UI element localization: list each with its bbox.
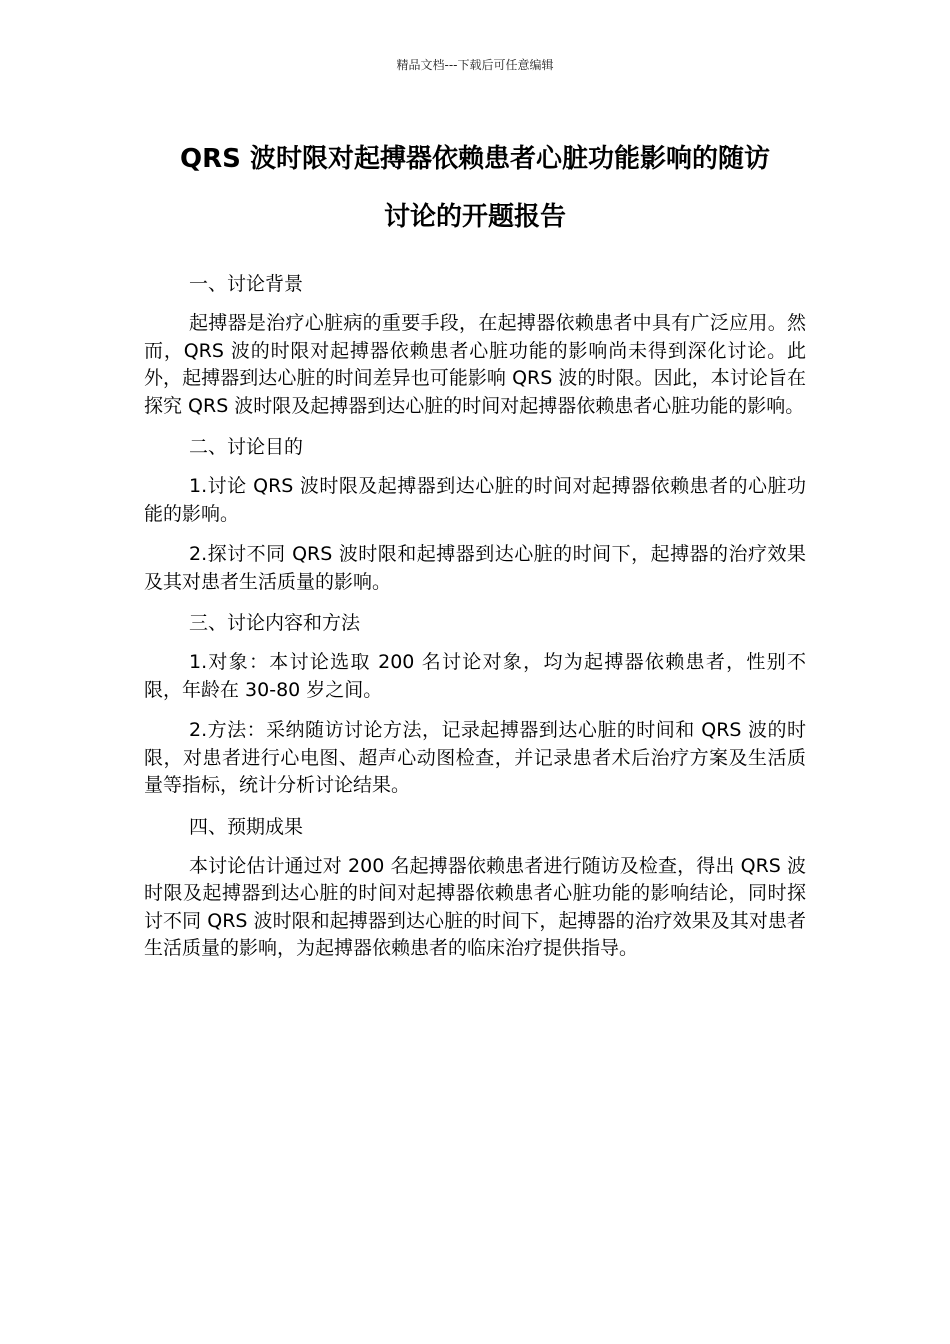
title-line-2: 讨论的开题报告 <box>383 202 566 232</box>
methods-paragraph-subjects: 1.对象：本讨论选取 200 名讨论对象，均为起搏器依赖患者，性别不限，年龄在 30-80 岁之间。 <box>144 651 806 701</box>
section-heading-expected-results: 四、预期成果 <box>189 815 304 838</box>
methods-paragraph-approach: 2.方法：采纳随访讨论方法，记录起搏器到达心脏的时间和 QRS 波的时限，对患者进行心电图、超声心动图检查，并记录患者术后治疗方案及生活质量等指标，统计分析讨论结果。 <box>144 719 806 796</box>
section-heading-methods: 三、讨论内容和方法 <box>189 612 361 634</box>
document-title <box>144 130 806 246</box>
objective-paragraph-2: 2.探讨不同 QRS 波时限和起搏器到达心脏的时间下，起搏器的治疗效果及其对患者生活质量的影响。 <box>144 543 806 593</box>
section-heading-background: 一、讨论背景 <box>189 273 304 295</box>
objective-paragraph-1: 1.讨论 QRS 波时限及起搏器到达心脏的时间对起搏器依赖患者的心脏功能的影响。 <box>144 475 806 525</box>
title-line-1: QRS 波时限对起搏器依赖患者心脏功能影响的随访 <box>180 144 770 174</box>
background-paragraph: 起搏器是治疗心脏病的重要手段，在起搏器依赖患者中具有广泛应用。然而，QRS 波的时限对起搏器依赖患者心脏功能的影响尚未得到深化讨论。此外，起搏器到达心脏的时间差异也可能影响 QRS 波的时限。因此，本讨论旨在探究 QRS 波时限及起搏器到达心脏的时间对起搏器依赖患者心脏功能的影响。 <box>144 312 806 417</box>
header-note: 精品文档---下载后可任意编辑 <box>396 58 554 72</box>
section-heading-objectives: 二、讨论目的 <box>189 436 304 458</box>
document-body <box>144 270 806 976</box>
expected-results-paragraph: 本讨论估计通过对 200 名起搏器依赖患者进行随访及检查，得出 QRS 波时限及起搏器到达心脏的时间对起搏器依赖患者心脏功能的影响结论，同时探讨不同 QRS 波时限和起搏器到达心脏的时间下，起搏器的治疗效果及其对患者生活质量的影响，为起搏器依赖患者的临床治疗提供指导。 <box>144 854 806 959</box>
